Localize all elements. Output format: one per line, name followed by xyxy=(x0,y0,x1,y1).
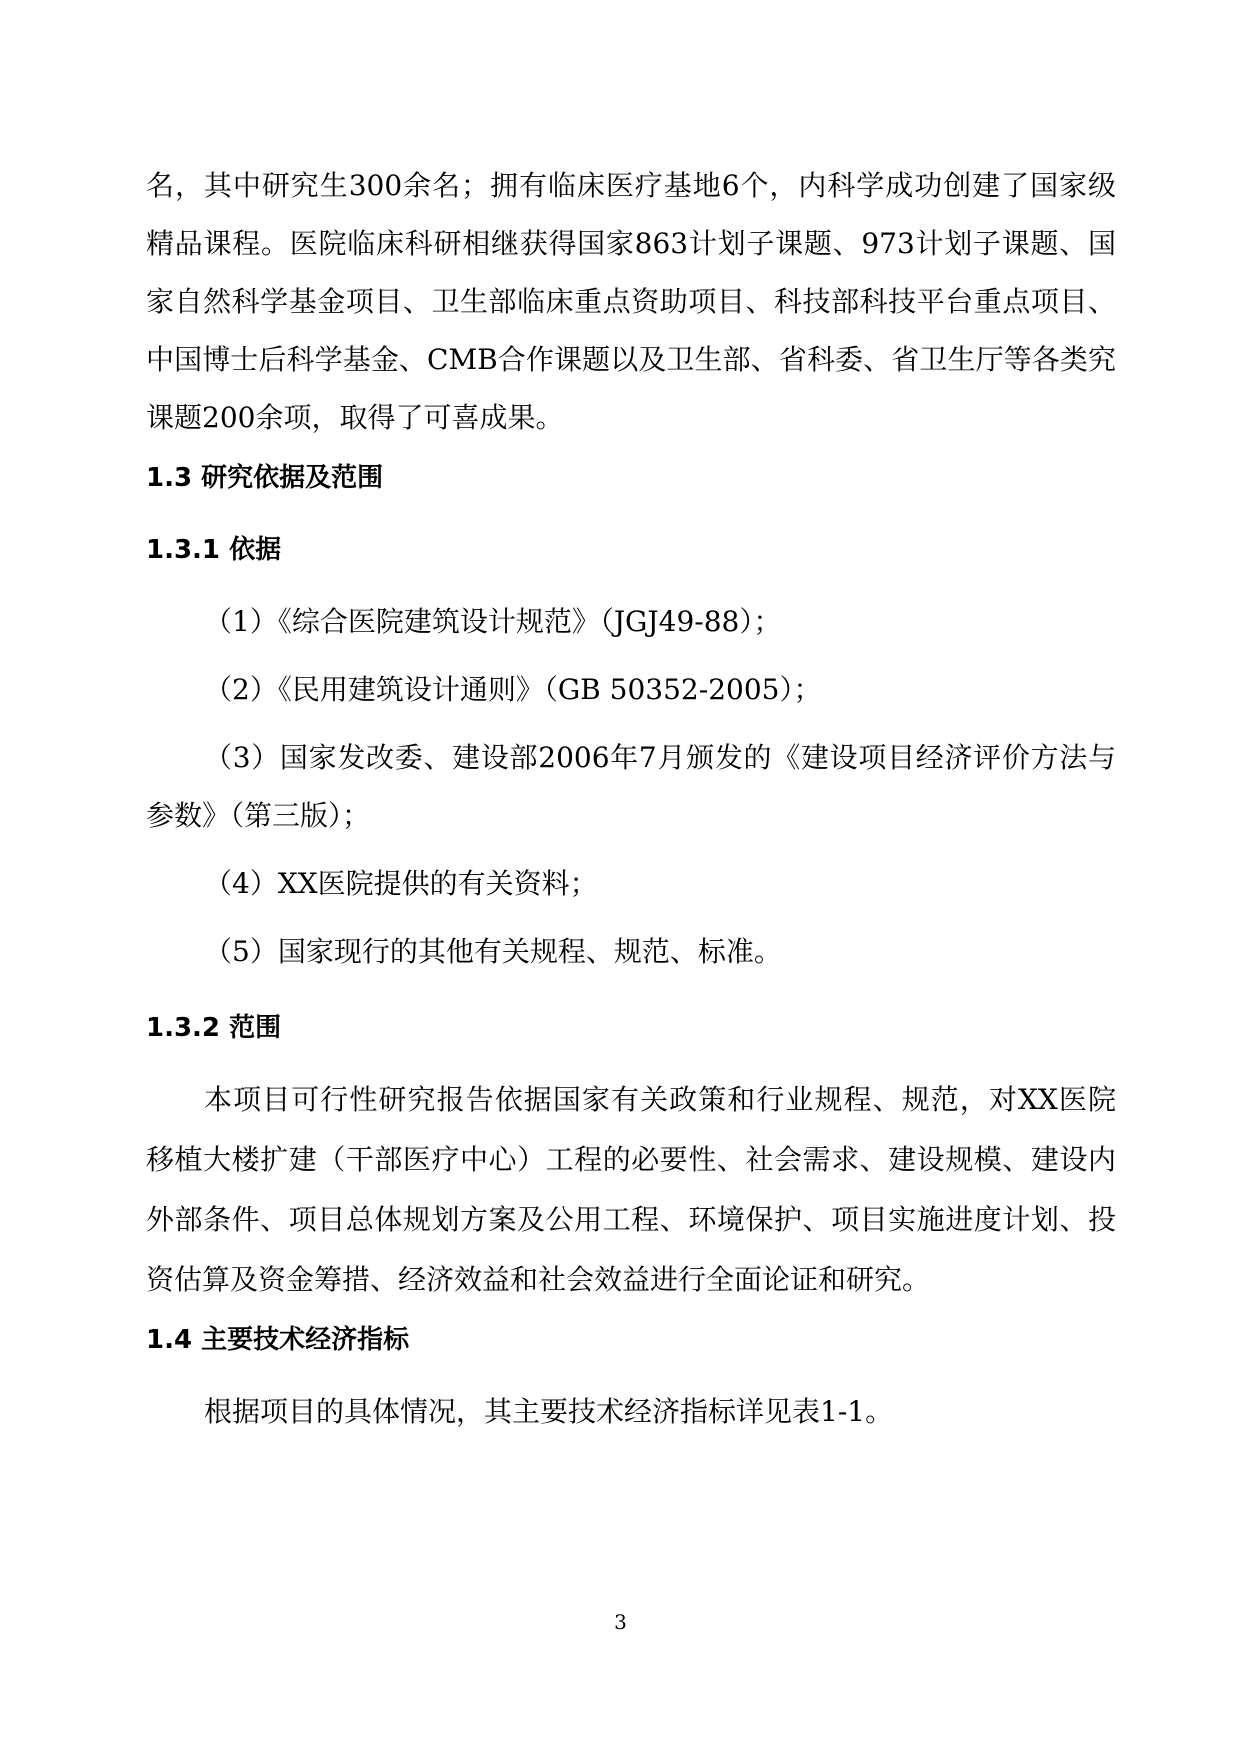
paragraph-line: 名，其中研究生300余名；拥有临床医疗基地6个，内科学成功创建了国家级 xyxy=(146,169,1116,202)
paragraph-line: 课题200余项，取得了可喜成果。 xyxy=(146,401,564,434)
basis-item: （1）《综合医院建筑设计规范》（JGJ49-88）； xyxy=(204,605,782,638)
paragraph-line: 家自然科学基金项目、卫生部临床重点资助项目、科技部科技平台重点项目、 xyxy=(146,285,1116,318)
paragraph-line: 外部条件、项目总体规划方案及公用工程、环境保护、项目实施进度计划、投 xyxy=(146,1203,1116,1236)
basis-item: （2）《民用建筑设计通则》（GB 50352-2005）； xyxy=(204,673,822,706)
subsection-heading-basis: 1.3.1 依据 xyxy=(146,535,282,565)
page-number: 3 xyxy=(614,1610,627,1634)
paragraph-line: 根据项目的具体情况，其主要技术经济指标详见表1-1。 xyxy=(204,1395,894,1428)
paragraph-line: 移植大楼扩建（干部医疗中心）工程的必要性、社会需求、建设规模、建设内 xyxy=(146,1143,1116,1176)
basis-item: （3）国家发改委、建设部2006年7月颁发的《建设项目经济评价方法与 xyxy=(204,741,1116,774)
basis-item: （4）XX医院提供的有关资料； xyxy=(204,867,598,900)
paragraph-line: 精品课程。医院临床科研相继获得国家863计划子课题、973计划子课题、国 xyxy=(146,227,1116,260)
subsection-heading-scope: 1.3.2 范围 xyxy=(146,1013,282,1043)
section-heading-1-4: 1.4 主要技术经济指标 xyxy=(146,1325,410,1355)
basis-item-continuation: 参数》（第三版）； xyxy=(146,799,371,832)
section-heading-1-3: 1.3 研究依据及范围 xyxy=(146,463,384,493)
paragraph-line: 中国博士后科学基金、CMB合作课题以及卫生部、省科委、省卫生厅等各类究 xyxy=(146,343,1116,376)
paragraph-line: 本项目可行性研究报告依据国家有关政策和行业规程、规范，对XX医院 xyxy=(204,1083,1116,1116)
paragraph-line: 资估算及资金筹措、经济效益和社会效益进行全面论证和研究。 xyxy=(146,1263,931,1296)
basis-item: （5）国家现行的其他有关规程、规范、标准。 xyxy=(204,935,782,968)
